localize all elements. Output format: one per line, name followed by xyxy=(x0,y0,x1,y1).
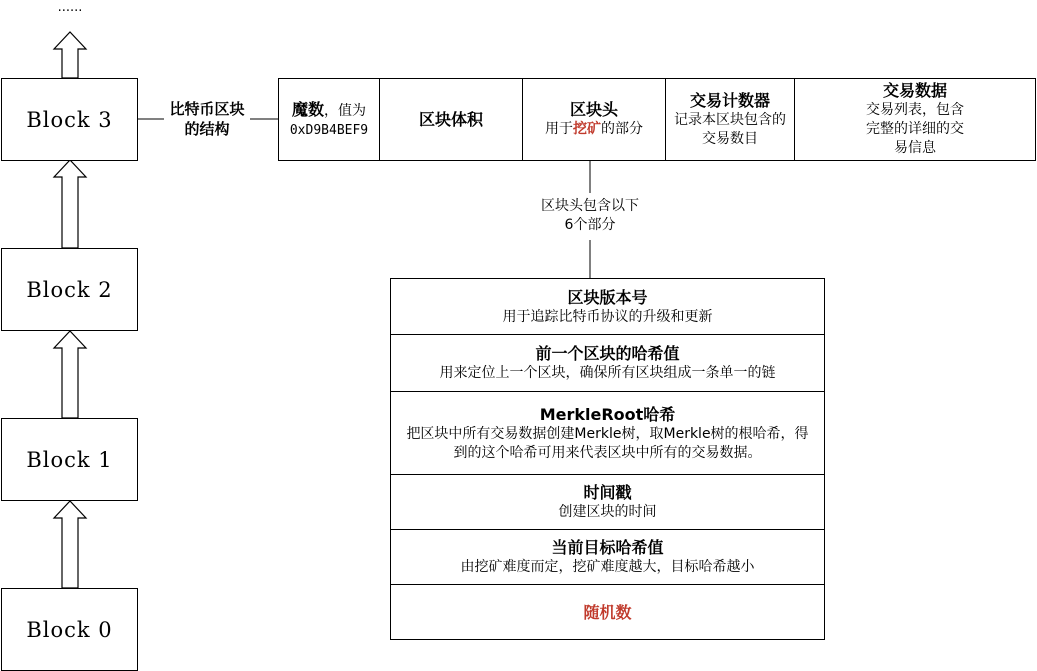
header-part-desc: 用来定位上一个区块，确保所有区块组成一条单一的链 xyxy=(439,365,776,381)
field-header-desc-prefix: 用于 xyxy=(545,121,573,137)
block-0: Block 0 xyxy=(1,588,138,671)
field-size xyxy=(379,78,523,161)
header-part-desc: 由挖矿难度而定，挖矿难度越大，目标哈希越小 xyxy=(460,559,755,575)
header-part-title: 区块版本号 xyxy=(567,287,648,307)
header-part-desc: 把区块中所有交易数据创建Merkle树，取Merkle树的根哈希，得到的这个哈希可用来代表区块中所有的交易数据。 xyxy=(406,425,809,461)
header-part-desc: 用于追踪比特币协议的升级和更新 xyxy=(502,308,713,325)
field-header-desc-suffix: 的部分 xyxy=(601,121,643,137)
structure-label: 比特币区块的结构 xyxy=(169,100,245,138)
field-magic-title: 魔数 xyxy=(291,99,324,119)
field-magic-value: 0xD9B4BEF9 xyxy=(289,122,369,138)
header-part-title: 前一个区块的哈希值 xyxy=(535,344,680,363)
header-part-title: MerkleRoot哈希 xyxy=(539,404,676,424)
header-part-desc: 创建区块的时间 xyxy=(558,504,657,520)
block-1: Block 1 xyxy=(1,418,138,501)
header-part-target xyxy=(390,530,825,585)
block-3: Block 3 xyxy=(1,78,138,161)
header-part-timestamp xyxy=(390,475,825,530)
header-part-version xyxy=(390,278,825,335)
field-magic-suffix: ，值为 xyxy=(324,102,366,119)
up-arrow-icon xyxy=(54,160,86,248)
field-tx-data-title: 交易数据 xyxy=(882,81,947,100)
field-tx-data xyxy=(794,78,1036,161)
header-note: 区块头包含以下6个部分 xyxy=(541,198,639,233)
up-arrow-icon xyxy=(54,32,86,78)
field-header-desc-highlight: 挖矿 xyxy=(573,121,601,137)
field-tx-data-desc: 交易列表，包含完整的详细的交易信息 xyxy=(866,102,964,156)
header-part-nonce xyxy=(390,585,825,640)
header-part-title: 随机数 xyxy=(583,602,632,622)
field-header xyxy=(522,78,666,161)
ellipsis-text: ...... xyxy=(57,0,83,15)
header-part-title: 当前目标哈希值 xyxy=(551,538,664,557)
up-arrow-icon xyxy=(54,501,86,588)
field-tx-counter-title: 交易计数器 xyxy=(689,90,770,110)
field-header-title: 区块头 xyxy=(569,100,618,119)
field-tx-counter xyxy=(665,78,795,161)
field-tx-counter-desc: 记录本区块包含的交易数目 xyxy=(674,111,786,147)
up-arrow-icon xyxy=(54,331,86,418)
block-2: Block 2 xyxy=(1,248,138,331)
header-part-merkle-root xyxy=(390,392,825,475)
field-size-title: 区块体积 xyxy=(418,109,483,129)
header-part-prev-hash xyxy=(390,335,825,392)
field-magic xyxy=(278,78,380,161)
header-part-title: 时间戳 xyxy=(583,483,632,502)
